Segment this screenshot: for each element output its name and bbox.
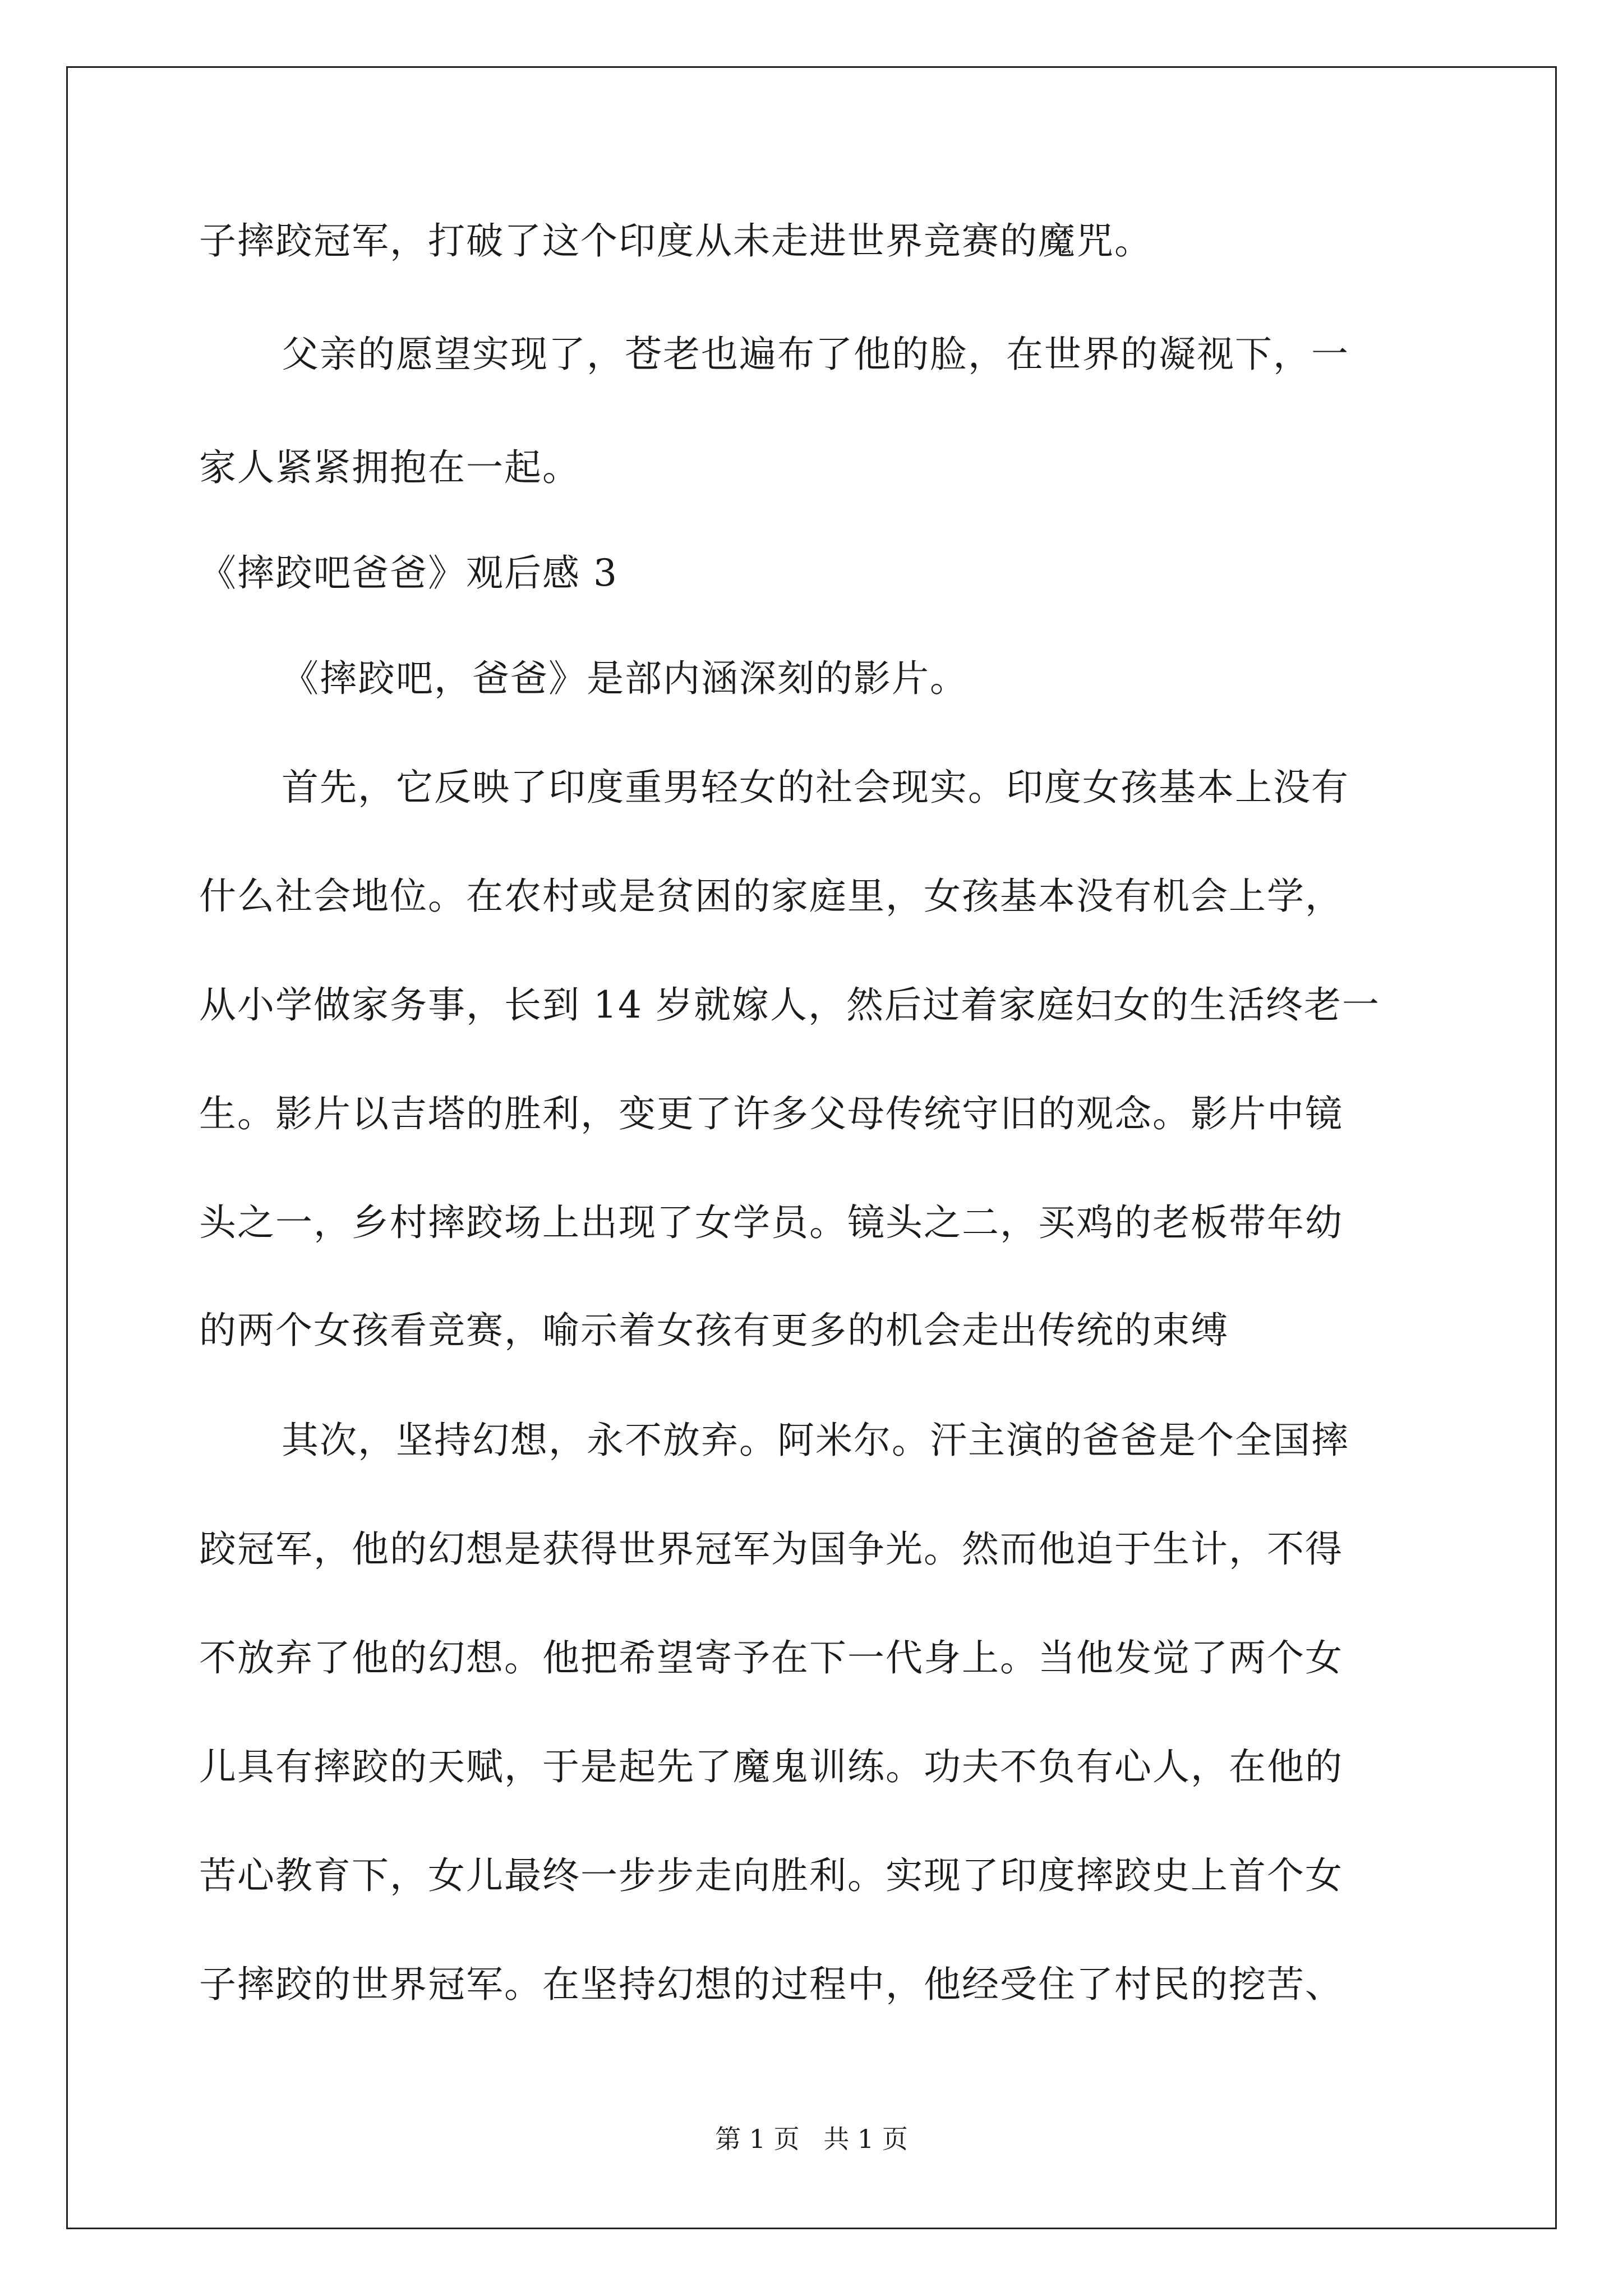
body-text-line: 其次，坚持幻想，永不放弃。阿米尔。汗主演的爸爸是个全国摔 <box>282 1419 1349 1462</box>
body-text-line: 家人紧紧拥抱在一起。 <box>199 446 580 489</box>
body-text-line: 头之一，乡村摔跤场上出现了女学员。镜头之二，买鸡的老板带年幼 <box>199 1201 1343 1244</box>
body-text-line: 子摔跤冠军，打破了这个印度从未走进世界竞赛的魔咒。 <box>199 219 1152 263</box>
page-footer <box>0 2123 1623 2155</box>
body-text-line: 苦心教育下，女儿最终一步步走向胜利。实现了印度摔跤史上首个女 <box>199 1854 1343 1897</box>
body-text-line: 什么社会地位。在农村或是贫困的家庭里，女孩基本没有机会上学， <box>199 875 1343 918</box>
body-text-line: 的两个女孩看竞赛，喻示着女孩有更多的机会走出传统的束缚 <box>199 1309 1229 1352</box>
body-text-line: 生。影片以吉塔的胜利，变更了许多父母传统守旧的观念。影片中镜 <box>199 1092 1343 1135</box>
body-text-line: 从小学做家务事，长到 14 岁就嫁人，然后过着家庭妇女的生活终老一 <box>199 983 1380 1027</box>
page-border <box>66 66 1557 2229</box>
body-text-line: 首先，它反映了印度重男轻女的社会现实。印度女孩基本上没有 <box>282 766 1349 809</box>
section-heading: 《摔跤吧爸爸》观后感 3 <box>199 551 618 595</box>
body-text-line: 儿具有摔跤的天赋，于是起先了魔鬼训练。功夫不负有心人，在他的 <box>199 1745 1343 1788</box>
body-text-line: 父亲的愿望实现了，苍老也遍布了他的脸，在世界的凝视下，一 <box>282 333 1349 376</box>
page-number-total: 共 1 页 <box>823 2124 908 2154</box>
body-text-line: 不放弃了他的幻想。他把希望寄予在下一代身上。当他发觉了两个女 <box>199 1636 1343 1680</box>
page-number-current: 第 1 页 <box>715 2124 800 2154</box>
body-text-line: 子摔跤的世界冠军。在坚持幻想的过程中，他经受住了村民的挖苦、 <box>199 1963 1343 2006</box>
body-text-line: 跤冠军，他的幻想是获得世界冠军为国争光。然而他迫于生计，不得 <box>199 1527 1343 1571</box>
body-text-line: 《摔跤吧，爸爸》是部内涵深刻的影片。 <box>282 657 968 700</box>
